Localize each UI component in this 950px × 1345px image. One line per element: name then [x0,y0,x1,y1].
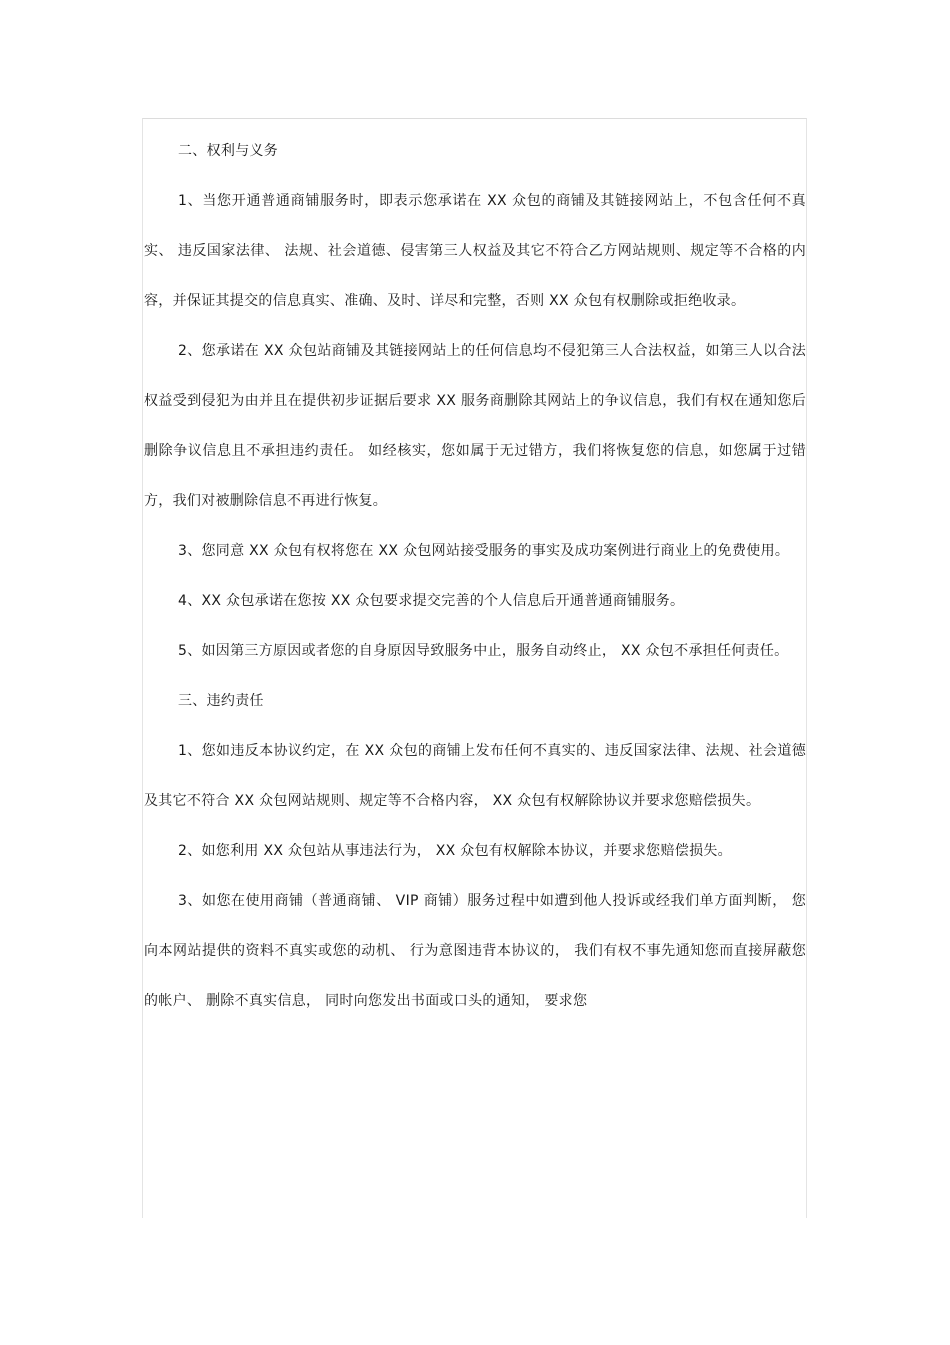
paragraph-rights-4: 4、XX 众包承诺在您按 XX 众包要求提交完善的个人信息后开通普通商铺服务。 [178,593,685,609]
paragraph-rights-1: 1、当您开通普通商铺服务时，即表示您承诺在 XX 众包的商铺及其链接网站上，不包含任何不真实、 违反国家法律、 法规、社会道德、侵害第三人权益及其它不符合乙方网站规则、规定等不合格的内容，并保证其提交的信息真实、准确、及时、详尽和完整，否则 XX 众包有权删除或拒绝收录。 [144,193,806,309]
paragraph-rights-5: 5、如因第三方原因或者您的自身原因导致服务中止，服务自动终止， XX 众包不承担任何责任。 [178,643,789,659]
paragraph-liability-3: 3、如您在使用商铺（普通商铺、 VIP 商铺）服务过程中如遭到他人投诉或经我们单方面判断， 您向本网站提供的资料不真实或您的动机、 行为意图违背本协议的， 我们有权不事先通知您而直接屏蔽您的帐户、 删除不真实信息， 同时向您发出书面或口头的通知， 要求您 [144,893,806,1009]
document-body [144,126,806,1026]
section-heading-rights: 二、权利与义务 [178,143,279,159]
paragraph-rights-3: 3、您同意 XX 众包有权将您在 XX 众包网站接受服务的事实及成功案例进行商业上的免费使用。 [178,543,790,559]
section-heading-liability: 三、违约责任 [178,693,264,709]
paragraph-rights-2: 2、您承诺在 XX 众包站商铺及其链接网站上的任何信息均不侵犯第三人合法权益，如第三人以合法权益受到侵犯为由并且在提供初步证据后要求 XX 服务商删除其网站上的争议信息，我们有权在通知您后删除争议信息且不承担违约责任。 如经核实，您如属于无过错方，我们将恢复您的信息，如您属于过错方，我们对被删除信息不再进行恢复。 [144,343,806,509]
paragraph-liability-1: 1、您如违反本协议约定，在 XX 众包的商铺上发布任何不真实的、违反国家法律、法规、社会道德及其它不符合 XX 众包网站规则、规定等不合格内容， XX 众包有权解除协议并要求您赔偿损失。 [144,743,806,809]
paragraph-liability-2: 2、如您利用 XX 众包站从事违法行为， XX 众包有权解除本协议，并要求您赔偿损失。 [178,843,732,859]
